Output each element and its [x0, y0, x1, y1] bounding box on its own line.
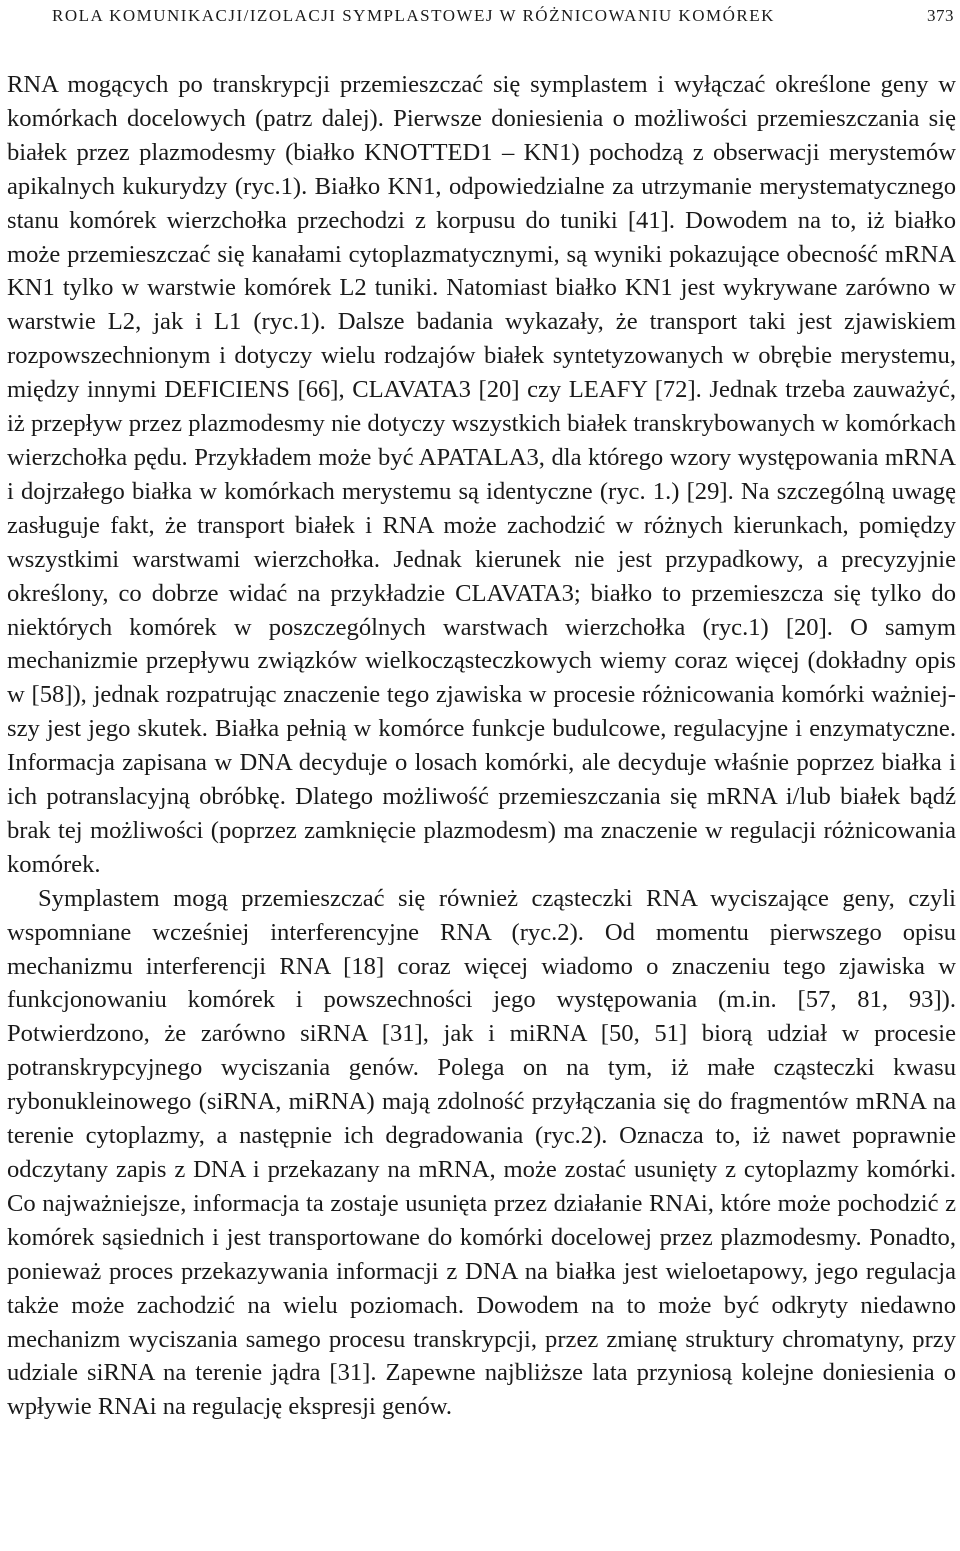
running-head: [52, 6, 954, 28]
article-body: [7, 68, 956, 1424]
body-paragraph-2: Symplastem mogą przemieszczać się również cząsteczki RNA wyciszające geny, czyli wspomniane wcześniej interferencyjne RNA (ryc.2). Od momentu pierwszego opisu mechanizmu interferencji RNA [18] coraz więcej wiadomo o znaczeniu tego zjawiska w funkcjonowaniu komórek i powszechności jego występowania (m.in. [57, 81, 93]). Potwierdzono, że zarówno siRNA [31], jak i miRNA [50, 51] biorą udział w procesie potranskrypcyjnego wyciszania genów. Polega on na tym, iż małe cząsteczki kwasu rybonukleinowego (siRNA, miRNA) mają zdolność przyłączania się do fragmentów mRNA na terenie cytoplazmy, a następnie ich degradowania (ryc.2). Oznacza to, iż nawet poprawnie odczytany zapis z DNA i przekazany na mRNA, może zostać usunięty z cytoplazmy komórki. Co najważniejsze, informacja ta zostaje usunięta przez działanie RNAi, które może pochodzić z komórek sąsiednich i jest transportowane do komórki docelowej przez plazmodesmy. Ponadto, ponieważ proces przekazywania informacji z DNA na białka jest wieloetapowy, jego regulacja także może zachodzić na wielu poziomach. Dowodem na to może być odkryty niedawno mechanizm wyciszania samego procesu transkrypcji, przez zmianę struktury chromatyny, przy udziale siRNA na terenie jądra [31]. Zapewne najbliższe lata przyniosą kolejne doniesienia o wpływie RNAi na regulację ekspresji genów.: [7, 884, 956, 1421]
page-number: 373: [927, 6, 954, 25]
running-head-title: ROLA KOMUNIKACJI/IZOLACJI SYMPLASTOWEJ W RÓŻNICOWANIU KOMÓREK: [52, 6, 775, 25]
body-paragraph-1: RNA mogących po transkrypcji przemieszczać się symplastem i wyłączać określone geny w komórkach docelowych (patrz dalej). Pierwsze doniesienia o możliwości przemieszczania się białek przez plazmodesmy (białko KNOTTED1 – KN1) pochodzą z obserwacji merystemów apikalnych kukurydzy (ryc.1). Białko KN1, odpowiedzialne za utrzymanie merystematycznego stanu komórek wierzchołka przechodzi z korpusu do tuniki [41]. Dowodem na to, iż białko może przemieszczać się kanałami cytoplazmatycznymi, są wyniki pokazujące obecność mRNA KN1 tylko w warstwie komórek L2 tuniki. Natomiast białko KN1 jest wykrywane zarówno w warstwie L2, jak i L1 (ryc.1). Dalsze badania wykazały, że transport taki jest zjawiskiem rozpowszechnionym i dotyczy wielu rodzajów białek syntetyzowanych w obrębie merystemu, między innymi DEFICIENS [66], CLAVATA3 [20] czy LEAFY [72]. Jednak trzeba zauważyć, iż przepływ przez plazmodesmy nie dotyczy wszystkich białek transkrybowanych w komórkach wierzchołka pędu. Przykładem może być APATALA3, dla którego wzory występowania mRNA i dojrzałego białka w komórkach merystemu są identyczne (ryc. 1.) [29]. Na szczególną uwagę zasługuje fakt, że transport białek i RNA może zachodzić w różnych kierunkach, pomiędzy wszystkimi warstwami wierzchołka. Jednak kierunek nie jest przypadkowy, a precyzyjnie określony, co dobrze widać na przykładzie CLAVATA3; białko to przemieszcza się tylko do niektórych komórek w poszczególnych warstwach wierzchołka (ryc.1) [20]. O samym mechanizmie przepływu związków wielkocząsteczkowych wiemy coraz więcej (dokładny opis w [58]), jednak rozpatrując znaczenie tego zjawiska w procesie różnicowania komórki ważniejszy jest jego skutek. Białka pełnią w komórce funkcje budulcowe, regulacyjne i enzymatyczne. Informacja zapisana w DNA decyduje o losach komórki, ale decyduje właśnie poprzez białka i ich potranslacyjną obróbkę. Dlatego możliwość przemieszczania się mRNA i/lub białek bądź brak tej możliwości (poprzez zamknięcie plazmodesm) ma znaczenie w regulacji różnicowania komórek.: [7, 71, 956, 878]
